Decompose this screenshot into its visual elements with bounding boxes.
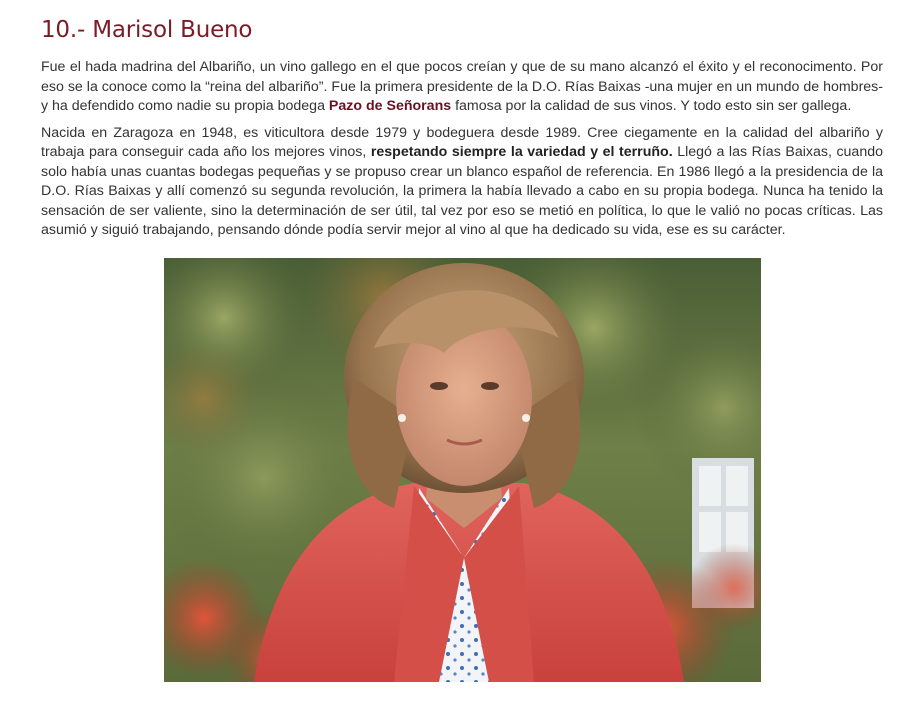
bio-text-end: Llegó a las Rías Baixas, cuando solo había unas cuantas bodegas pequeñas y se propuso crear un blanco español de referencia. En 1986 llegó a la presidencia de la D.O. Rías Baixas y allí comenzó su segunda revolución, la primera la había llevado a cabo en su propia bodega. Nunca ha tenido la sensación de ser valiente, sino la determinación de ser útil, tal vez por eso se metió en política, lo que le valió no pocas críticas. Las asumió y siguió trabajando, pensando dónde podía servir mejor al vino al que ha dedicado su vida, ese es su carácter. bbox=[41, 144, 883, 238]
portrait-photo bbox=[164, 258, 761, 682]
article-title: 10.- Marisol Bueno bbox=[41, 17, 253, 43]
bio-emphasis: respetando siempre la variedad y el terruño. bbox=[370, 144, 673, 160]
pazo-de-senorans-link[interactable]: Pazo de Señorans bbox=[328, 98, 452, 114]
bio-text-start: Nacida en Zaragoza en 1948, es viticultora desde 1979 y bodeguera desde 1989. Cree ciegamente en la calidad del albariño y trabaja para conseguir cada año los mejores vinos, bbox=[41, 124, 883, 160]
intro-text-end: famosa por la calidad de sus vinos. Y todo esto sin ser gallega. bbox=[451, 98, 852, 114]
paragraph-biography bbox=[41, 124, 883, 241]
paragraph-intro bbox=[41, 58, 883, 117]
intro-text-start: Fue el hada madrina del Albariño, un vino gallego en el que pocos creían y que de su mano alcanzó el éxito y el reconocimento. Por eso se la conoce como la “reina del albariño”. Fue la primera presidente de la D.O. Rías Baixas -una mujer en un mundo de hombres- y ha defendido como nadie su propia bodega bbox=[41, 59, 883, 114]
article bbox=[41, 14, 883, 248]
